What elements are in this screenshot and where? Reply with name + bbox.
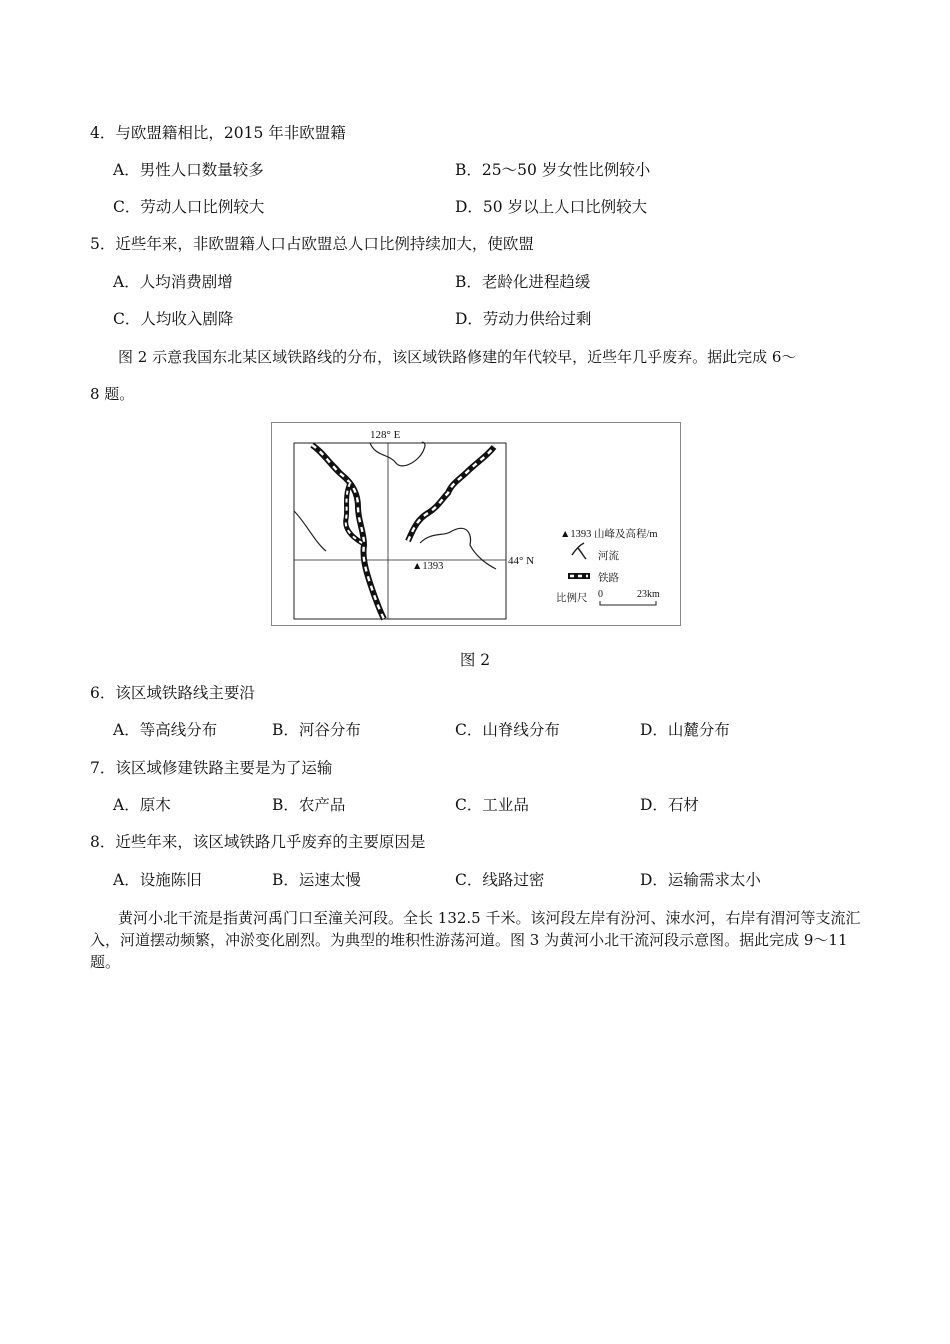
intro1-line1: 图 2 示意我国东北某区域铁路线的分布，该区域铁路修建的年代较早，近些年几乎废弃。据此完成 6～	[118, 348, 797, 366]
figure-2-map	[271, 422, 681, 626]
q7-option-d: D．石材	[640, 796, 699, 814]
q6-option-b: B．河谷分布	[272, 721, 361, 739]
river-north	[370, 442, 425, 466]
map-frame	[294, 443, 506, 619]
q5-option-c: C．人均收入剧降	[113, 310, 234, 328]
legend-scale-bar	[600, 601, 656, 605]
q4-option-a: A．男性人口数量较多	[113, 161, 264, 179]
figure-2-caption: 图 2	[459, 651, 491, 669]
q6-stem: 6．该区域铁路线主要沿	[90, 684, 255, 702]
q6-option-c: C．山脊线分布	[455, 721, 560, 739]
q8-option-c: C．线路过密	[455, 871, 545, 889]
legend-river-icon	[572, 543, 586, 559]
q4-option-d: D．50 岁以上人口比例较大	[455, 198, 648, 216]
q6-option-d: D．山麓分布	[640, 721, 730, 739]
map-svg	[272, 423, 680, 625]
q7-option-a: A．原木	[113, 796, 171, 814]
q7-stem: 7．该区域修建铁路主要是为了运输	[90, 759, 333, 777]
q8-option-a: A．设施陈旧	[113, 871, 202, 889]
q8-option-b: B．运速太慢	[272, 871, 361, 889]
q5-option-b: B．老龄化进程趋缓	[455, 273, 591, 291]
legend-scale-label: 比例尺	[556, 593, 588, 604]
q4-stem: 4．与欧盟籍相比，2015 年非欧盟籍	[90, 124, 346, 142]
railways	[312, 445, 494, 619]
q5-option-d: D．劳动力供给过剩	[455, 310, 592, 328]
peak-label: ▲1393	[412, 561, 444, 572]
intro2-paragraph: 黄河小北干流是指黄河禹门口至潼关河段。全长 132.5 千米。该河段左岸有汾河、涑水河，右岸有渭河等支流汇入，河道摆动频繁，冲淤变化剧烈。为典型的堆积性游荡河道。图 3 为黄河小北干流河段示意图。据此完成 9～11 题。	[90, 909, 861, 971]
legend-peak: ▲1393 山峰及高程/m	[560, 529, 658, 540]
legend-scale-start: 0	[598, 589, 603, 600]
intro1-line2: 8 题。	[90, 385, 135, 403]
q8-stem: 8．近些年来，该区域铁路几乎废弃的主要原因是	[90, 833, 426, 851]
q4-option-c: C．劳动人口比例较大	[113, 198, 265, 216]
q7-option-c: C．工业品	[455, 796, 529, 814]
q8-option-d: D．运输需求太小	[640, 871, 761, 889]
rivers	[294, 442, 496, 569]
lat-label: 44° N	[508, 555, 535, 567]
river-west	[294, 511, 326, 551]
q7-option-b: B．农产品	[272, 796, 346, 814]
legend-river: 河流	[598, 551, 619, 562]
railway-northeast	[408, 447, 494, 541]
legend-scale-end: 23km	[637, 589, 660, 600]
q5-option-a: A．人均消费剧增	[113, 273, 233, 291]
q4-option-b: B．25～50 岁女性比例较小	[455, 161, 651, 179]
legend-rail: 铁路	[598, 573, 619, 584]
lon-label: 128° E	[370, 429, 401, 441]
q6-option-a: A．等高线分布	[113, 721, 218, 739]
q5-stem: 5．近些年来，非欧盟籍人口占欧盟总人口比例持续加大，使欧盟	[90, 235, 534, 253]
